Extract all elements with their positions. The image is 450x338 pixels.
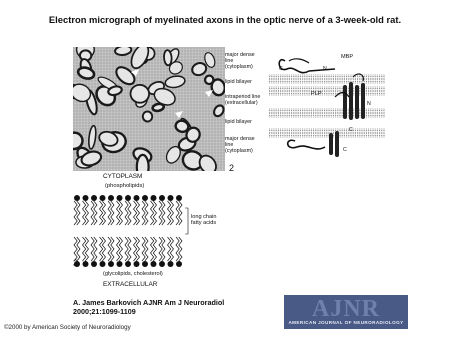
panel-number-3: 3 xyxy=(73,258,79,268)
lipid-head-bottom xyxy=(151,261,157,267)
label-c-middle: C xyxy=(349,127,353,133)
label-major-dense-top-1: major dense xyxy=(225,52,255,58)
lipid-head-bottom xyxy=(168,261,174,267)
lipid-tail xyxy=(134,237,137,261)
lipid-head-top xyxy=(176,195,182,201)
lipid-tail xyxy=(159,201,162,225)
label-phospholipids: (phospholipids) xyxy=(105,183,145,189)
lipid-tail xyxy=(91,201,94,225)
label-major-dense-top-2: line xyxy=(225,58,234,64)
label-intraperiod-1: intraperiod line xyxy=(225,94,261,100)
lipid-tail xyxy=(168,237,171,261)
label-major-dense-bottom-3: (cytoplasm) xyxy=(225,148,253,154)
lipid-tail xyxy=(74,201,77,225)
label-major-dense-bottom-2: line xyxy=(225,142,234,148)
lipid-head-bottom xyxy=(117,261,123,267)
label-major-dense-top-3: (cytoplasm) xyxy=(225,64,253,70)
label-c-top: C xyxy=(279,66,283,72)
lipid-tail xyxy=(117,201,120,225)
lipid-tail xyxy=(151,237,154,261)
axon-cross-section xyxy=(142,111,153,122)
label-intraperiod-2: (extracellular) xyxy=(225,100,258,106)
lipid-tail xyxy=(100,237,103,261)
lipid-head-bottom xyxy=(176,261,182,267)
lipid-head-top xyxy=(134,195,140,201)
label-long-chain-2: fatty acids xyxy=(191,220,217,226)
lipid-tail xyxy=(125,201,128,225)
lipid-tail xyxy=(108,237,111,261)
lipid-head-top xyxy=(83,195,89,201)
lipid-head-top xyxy=(100,195,106,201)
lipid-tail xyxy=(134,201,137,225)
label-n-top: N xyxy=(323,66,327,72)
axon-cross-section xyxy=(130,84,150,103)
lipid-head-top xyxy=(168,195,174,201)
phospholipid-molecules xyxy=(74,195,188,267)
lipid-tail xyxy=(151,201,154,225)
label-cytoplasm: CYTOPLASM xyxy=(103,173,143,180)
lipid-tail xyxy=(125,237,128,261)
lipid-head-bottom xyxy=(142,261,148,267)
lipid-tail xyxy=(117,237,120,261)
lipid-head-bottom xyxy=(108,261,114,267)
lipid-bilayer-diagram xyxy=(67,168,227,296)
lipid-tail xyxy=(108,201,111,225)
logo-subtitle: AMERICAN JOURNAL OF NEURORADIOLOGY xyxy=(288,320,404,325)
label-extracellular: EXTRACELLULAR xyxy=(103,281,158,288)
lipid-head-top xyxy=(91,195,97,201)
fatty-acid-bracket xyxy=(185,208,188,234)
label-major-dense-bottom-1: major dense xyxy=(225,136,255,142)
lipid-head-bottom xyxy=(134,261,140,267)
lipid-head-top xyxy=(159,195,165,201)
figure-title: Electron micrograph of myelinated axons in the optic nerve of a 3-week-old rat. xyxy=(48,14,402,25)
lipid-head-bottom xyxy=(100,261,106,267)
ajnr-logo xyxy=(284,295,408,329)
lipid-head-top xyxy=(74,195,80,201)
lipid-head-bottom xyxy=(159,261,165,267)
label-lipid-bilayer-bottom: lipid bilayer xyxy=(225,119,252,125)
lipid-tail xyxy=(159,237,162,261)
lipid-tail xyxy=(83,237,86,261)
lipid-tail xyxy=(142,201,145,225)
label-c-bottom: C xyxy=(343,147,347,153)
lipid-head-top xyxy=(151,195,157,201)
label-plp: PLP xyxy=(311,91,322,97)
lipid-tail xyxy=(91,237,94,261)
lipid-tail xyxy=(176,237,179,261)
lipid-tail xyxy=(176,201,179,225)
lipid-tail xyxy=(142,237,145,261)
lipid-head-top xyxy=(142,195,148,201)
citation: A. James Barkovich AJNR Am J Neuroradiol 2000;21:1099-1109 xyxy=(73,298,225,316)
lipid-head-top xyxy=(125,195,131,201)
label-long-chain-1: long chain xyxy=(191,214,217,220)
lipid-tail xyxy=(100,201,103,225)
label-lipid-bilayer-top: lipid bilayer xyxy=(225,79,252,85)
lipid-head-bottom xyxy=(91,261,97,267)
lipid-head-top xyxy=(108,195,114,201)
label-mbp: MBP xyxy=(341,54,354,60)
lipid-head-bottom xyxy=(83,261,89,267)
copyright-notice: ©2000 by American Society of Neuroradiology xyxy=(4,324,131,331)
myelin-membrane-schematic xyxy=(225,47,385,175)
lipid-tail xyxy=(168,201,171,225)
label-glycolipids: (glycolipids, cholesterol) xyxy=(103,271,163,277)
axon-cross-section xyxy=(163,50,172,66)
lipid-head-bottom xyxy=(125,261,131,267)
electron-micrograph-image xyxy=(73,47,225,171)
panel-number-2: 2 xyxy=(229,163,235,173)
lipid-head-top xyxy=(117,195,123,201)
logo-word: AJNR xyxy=(312,296,380,322)
lipid-tail xyxy=(83,201,86,225)
label-n-middle: N xyxy=(367,101,371,107)
